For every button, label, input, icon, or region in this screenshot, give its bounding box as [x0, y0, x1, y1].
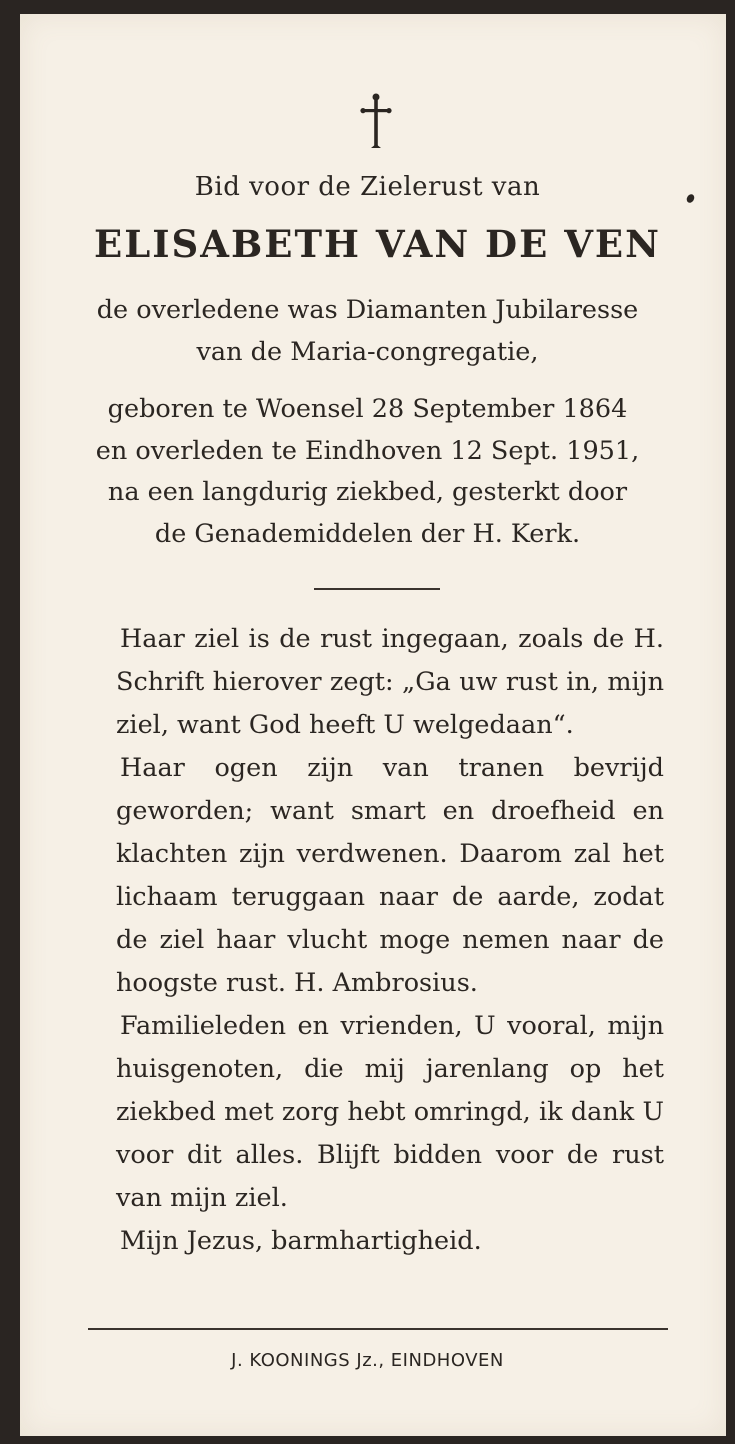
paragraph-3: Familieleden en vrienden, U vooral, mijn huisgenoten, die mij jarenlang op het ziekbed met zorg hebt omringd, ik dank U voor dit alles. Blijft bidden voor de rust van mijn ziel. — [116, 1011, 664, 1213]
detail-line-1: de overledene was Diamanten Jubilaresse — [96, 295, 639, 325]
paragraph-1: Haar ziel is de rust ingegaan, zoals de H. Schrift hierover zegt: „Ga uw rust in, mijn ziel, want God heeft U welgedaan“. — [116, 624, 664, 740]
paragraph-4: Mijn Jezus, barmhartigheid. — [120, 1226, 482, 1256]
detail-line-5: na een langdurig ziekbed, gesterkt door — [107, 477, 628, 507]
detail-line-2: van de Maria-congregatie, — [196, 337, 539, 367]
printer-imprint: J. KOONINGS Jz., EINDHOVEN — [231, 1350, 504, 1371]
text-body — [116, 618, 664, 1263]
deceased-name: ELISABETH VAN DE VEN — [94, 222, 661, 266]
intro-line: Bid voor de Zielerust van — [194, 172, 541, 202]
short-divider — [314, 588, 440, 590]
detail-line-4: en overleden te Eindhoven 12 Sept. 1951, — [95, 436, 640, 466]
detail-line-3: geboren te Woensel 28 September 1864 — [107, 394, 628, 424]
bottom-rule — [88, 1328, 668, 1330]
latin-cross-icon — [360, 92, 392, 150]
paragraph-2: Haar ogen zijn van tranen bevrijd geworden; want smart en droefheid en klachten zijn verdwenen. Daarom zal het lichaam teruggaan naar de aarde, zodat de ziel haar vlucht moge nemen naar de hoogste rust. H. Ambrosius. — [116, 753, 664, 998]
detail-line-6: de Genademiddelen der H. Kerk. — [154, 519, 581, 549]
